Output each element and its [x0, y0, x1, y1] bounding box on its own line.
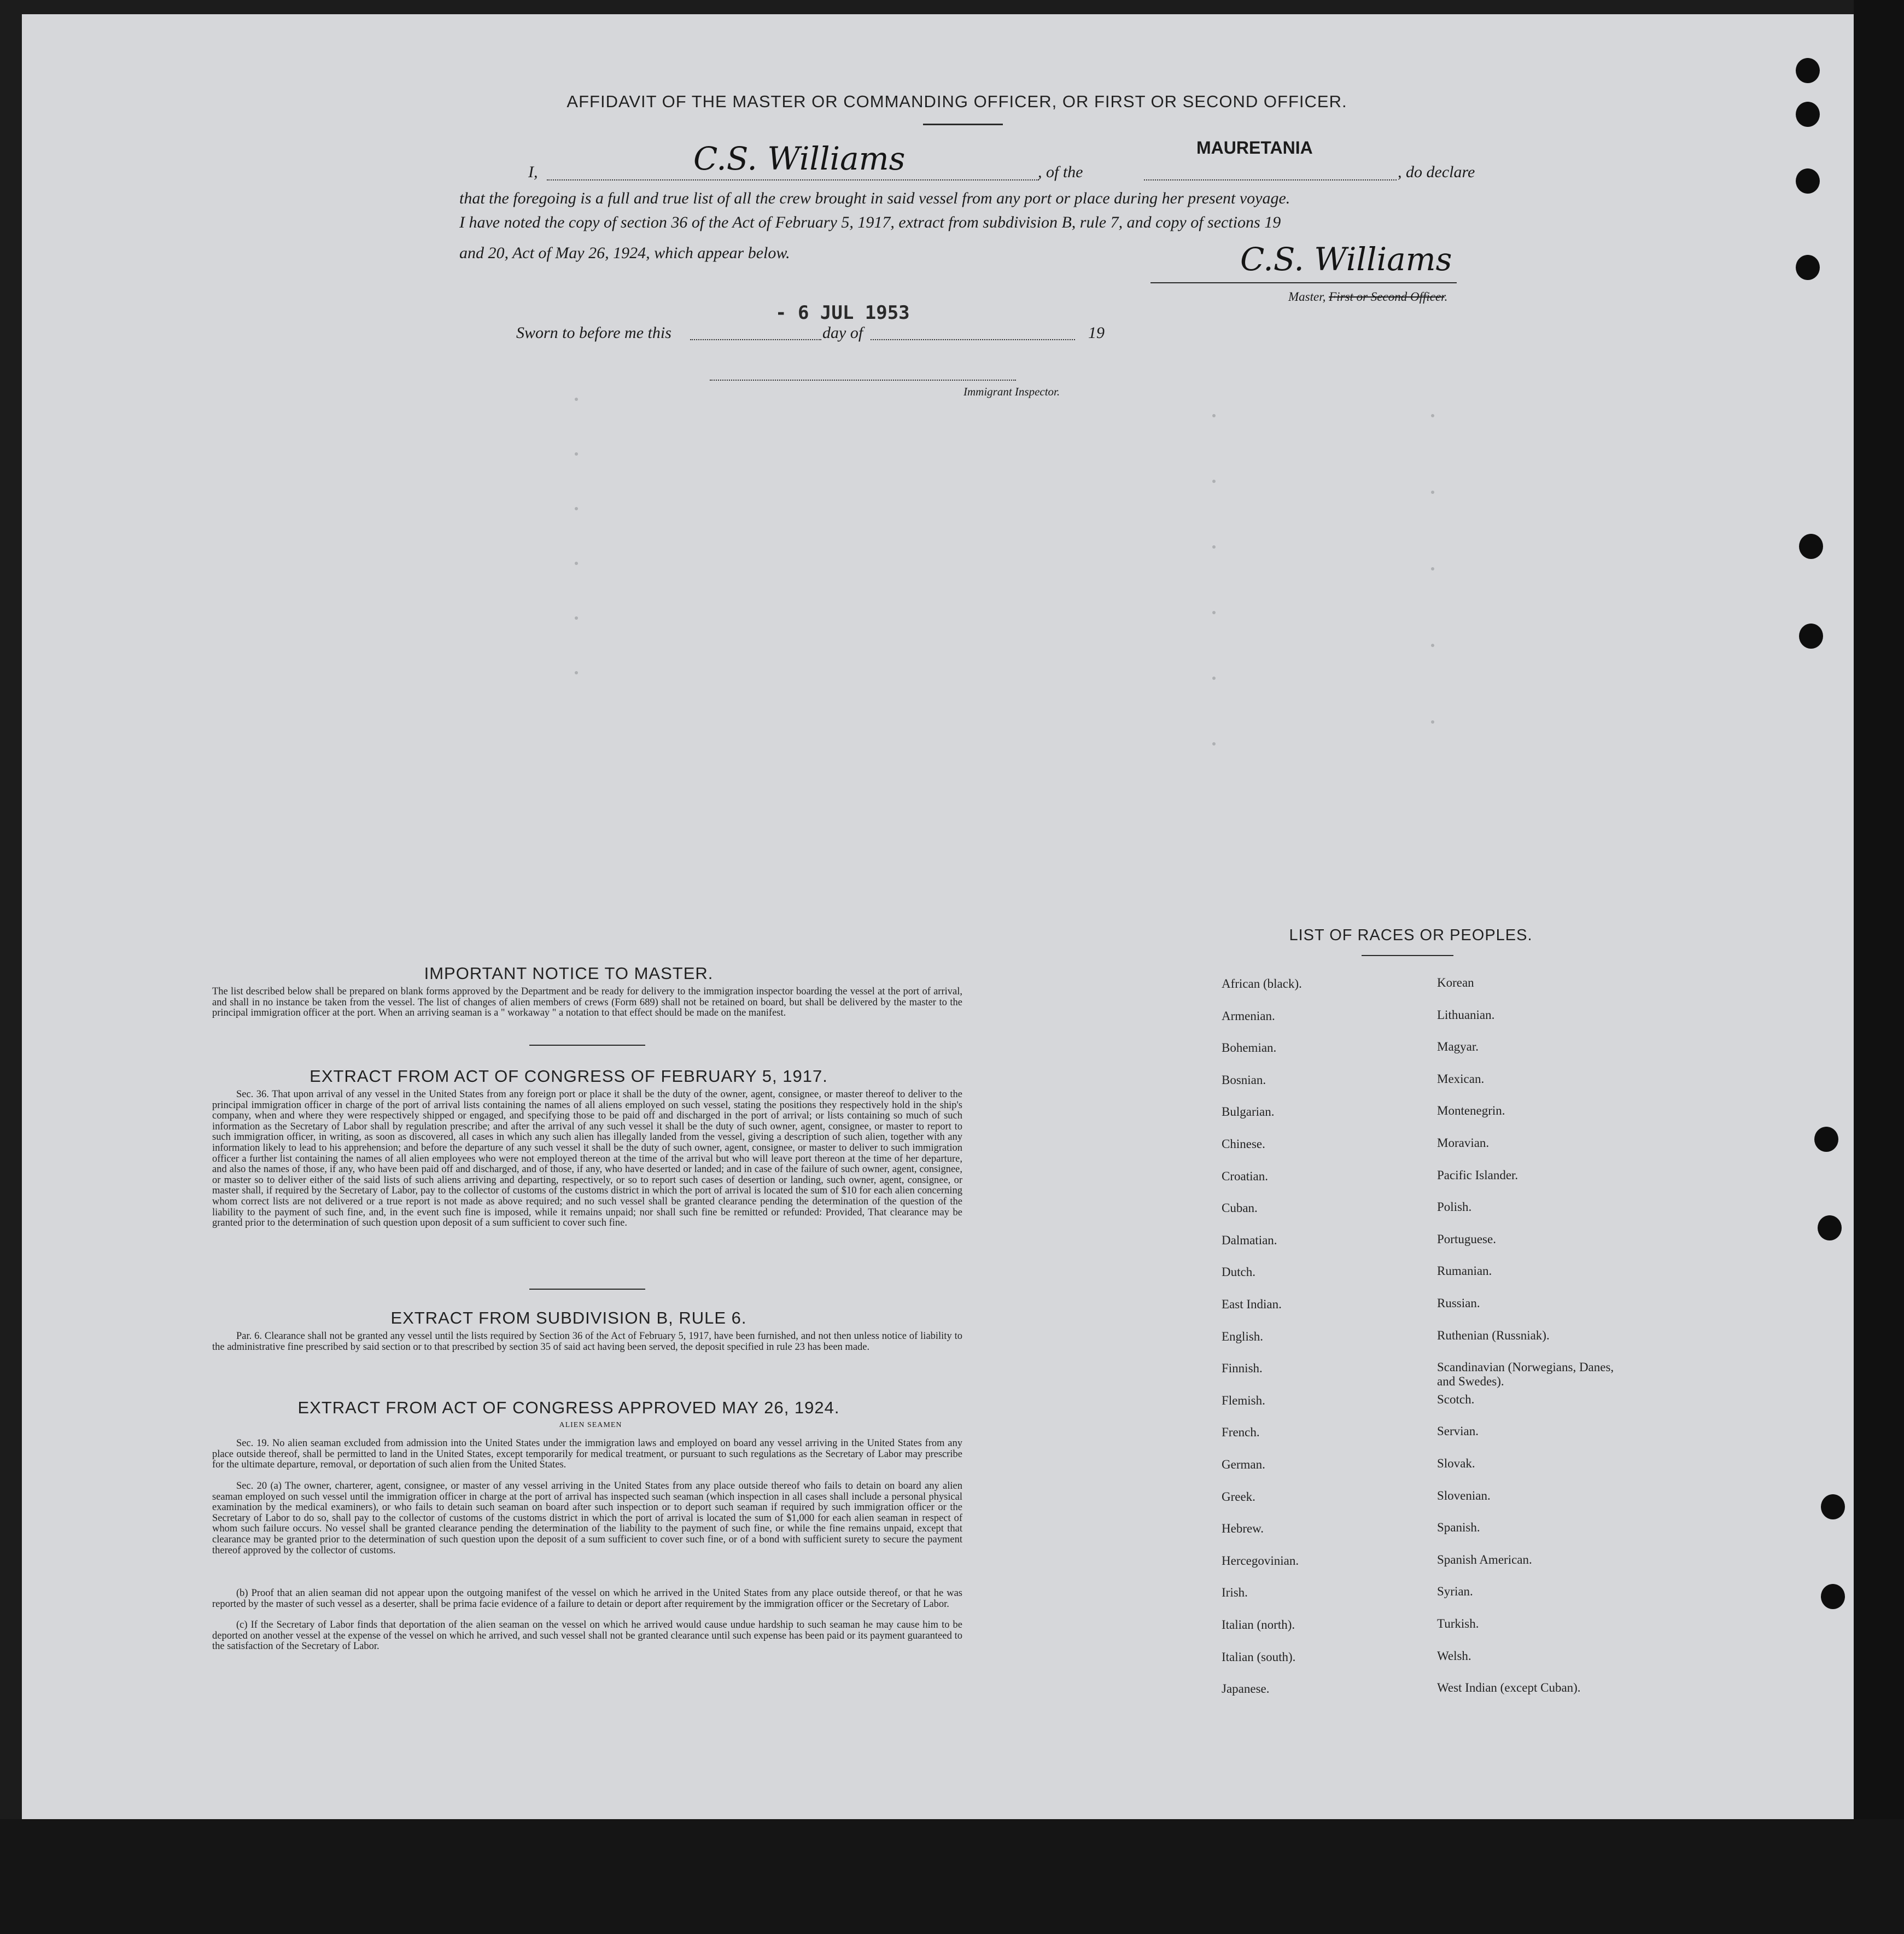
race-item: Slovak.: [1437, 1457, 1475, 1470]
race-item: Spanish.: [1437, 1521, 1480, 1535]
race-item: French.: [1222, 1425, 1260, 1440]
race-item: Slovenian.: [1437, 1488, 1491, 1502]
race-item: English.: [1222, 1329, 1264, 1343]
rule-6-heading: EXTRACT FROM SUBDIVISION B, RULE 6.: [390, 1308, 747, 1327]
race-item: German.: [1222, 1458, 1265, 1471]
race-item: Russian.: [1437, 1296, 1480, 1310]
punch-hole: [1821, 1494, 1845, 1519]
race-item: Spanish American.: [1437, 1552, 1532, 1566]
section-rule: [529, 1045, 645, 1046]
bleed-through-marks: [569, 383, 1498, 930]
race-item: Cuban.: [1222, 1201, 1258, 1215]
race-item: Lithuanian.: [1437, 1007, 1495, 1022]
section-rule: [529, 1289, 645, 1290]
race-item: Bulgarian.: [1222, 1105, 1275, 1119]
race-item: West Indian (except Cuban).: [1437, 1681, 1581, 1695]
sworn-label: Sworn to before me this: [516, 324, 671, 342]
race-item: Rumanian.: [1437, 1264, 1492, 1278]
inspector-line: [710, 380, 1016, 381]
race-item: Armenian.: [1222, 1009, 1275, 1023]
race-item: Croatian.: [1222, 1169, 1268, 1183]
act-1917-body: Sec. 36. That upon arrival of any vessel in the United States from any foreign port or place it shall be the duty of the owner, agent, consignee, or master thereof to deliver to the principal immigration officer in charge of the port of arrival lists containing the names of all aliens employed on such vessel, stating the positions they respectively hold in the ship's company, when and where they were respectively shipped or engaged, and specifying those to be paid off and discharged in the port of arrival; or lists containing so much of such information as the Secretary of Labor shall by regulation prescribe; and after the arrival of any such vessel it shall be the duty of such owner, agent, consignee, or master to report to such immigration officer, in writing, as soon as discovered, all cases in which any such alien has illegally landed from the vessel, giving a description of such alien, together with any information likely to lead to his apprehension; and before the departure of any such vessel it shall be the duty of such owner, agent, consignee, or master to deliver to such immigration officer a further list containing the names of all alien employees who were not employed thereon at the time of the arrival but who will leave port thereon at the time of her departure, and also the names of those, if any, who have been paid off and discharged, and of those, if any, who have deserted or landed; and in case of the failure of such owner, agent, consignee, or master so to deliver either of the said lists of such aliens arriving and departing, respectively, or so to report such cases of desertion or landing, such owner, agent, consignee, or master shall, if required by the Secretary of Labor, pay to the collector of customs of the customs district in which the port of arrival is located the sum of $10 for each alien concerning whom correct lists are not delivered or a true report is not made as above required; and no such vessel shall be granted clearance pending the determination of the question of the liability to the payment of such fine, and, in the event such fine is imposed, while it remains unpaid; nor shall such fine be remitted or refunded: Provided, That clearance may be granted prior to the determination of such question upon deposit of a sum sufficient to cover such fine.: [212, 1089, 962, 1229]
year-prefix: 19: [1088, 324, 1105, 342]
race-item: Dalmatian.: [1222, 1233, 1277, 1247]
role-end: .: [1444, 290, 1448, 304]
scan-border-bottom: [0, 1819, 1904, 1934]
race-item: Scotch.: [1437, 1392, 1475, 1406]
race-item: Finnish.: [1222, 1361, 1263, 1376]
race-item: Turkish.: [1437, 1617, 1479, 1630]
i-label: I,: [528, 163, 538, 181]
race-item: Hercegovinian.: [1222, 1553, 1299, 1568]
signer-name-handwritten: C.S. Williams: [693, 140, 906, 177]
race-item: Portuguese.: [1437, 1232, 1496, 1246]
race-item: Japanese.: [1222, 1682, 1270, 1696]
race-item: Hebrew.: [1222, 1522, 1264, 1536]
punch-hole: [1796, 168, 1820, 194]
affidavit-line-4: and 20, Act of May 26, 1924, which appear below.: [459, 244, 790, 262]
race-item: African (black).: [1222, 977, 1302, 991]
race-item: Bosnian.: [1222, 1073, 1266, 1087]
date-stamp: - 6 JUL 1953: [775, 302, 910, 324]
affidavit-line-3: I have noted the copy of section 36 of the Act of February 5, 1917, extract from subdivision B, rule 7, and copy of sections 19: [459, 213, 1281, 231]
race-item: Bohemian.: [1222, 1041, 1277, 1055]
signature-role: [1288, 290, 1447, 304]
affidavit-line-2: that the foregoing is a full and true list of all the crew brought in said vessel from any port or place during her present voyage.: [459, 189, 1290, 207]
race-item: Montenegrin.: [1437, 1104, 1505, 1118]
inspector-label: Immigrant Inspector.: [963, 385, 1060, 398]
role-master: Master,: [1288, 290, 1326, 304]
act-1917-heading: EXTRACT FROM ACT OF CONGRESS OF FEBRUARY 5, 1917.: [309, 1067, 828, 1086]
punch-hole: [1799, 624, 1823, 649]
act-1924-sec-20b: (b) Proof that an alien seaman did not appear upon the outgoing manifest of the vessel on which he arrived in the United States from any place outside thereof, or that he was reported by the master of such vessel as a deserter, shall be prima facie evidence of a failure to detain or deport after requirement by the immigration officer or the Secretary of Labor.: [212, 1588, 962, 1610]
race-item: Ruthenian (Russniak).: [1437, 1328, 1550, 1342]
scan-border-right: [1854, 0, 1904, 1934]
act-1924-sec-20c: (c) If the Secretary of Labor finds that deportation of the alien seaman on the vessel on which he arrived would cause undue hardship to such seaman he may cause him to be deported on another vessel at the expense of the vessel on which he arrived, and such vessel shall not be granted clearance until such expense has been paid or its payment guaranteed to the satisfaction of the Secretary of Labor.: [212, 1620, 962, 1652]
punch-hole: [1821, 1584, 1845, 1609]
act-1924-sec-19: Sec. 19. No alien seaman excluded from admission into the United States under the immigration laws and employed on board any vessel arriving in the United States from any place outside thereof, shall be permitted to land in the United States, except temporarily for medical treatment, or pursuant to such regulations as the Secretary of Labor may prescribe for the ultimate departure, removal, or deportation of such alien from the United States.: [212, 1438, 962, 1471]
race-item: Moravian.: [1437, 1136, 1490, 1150]
vessel-line: [1144, 179, 1397, 180]
races-rule: [1362, 955, 1453, 956]
race-item: Syrian.: [1437, 1585, 1473, 1599]
race-item: Korean: [1437, 976, 1474, 989]
sworn-line: [690, 339, 821, 340]
of-the-label: , of the: [1038, 163, 1083, 181]
punch-hole: [1814, 1127, 1838, 1152]
vessel-name: MAURETANIA: [1196, 138, 1313, 158]
race-item: Scandinavian (Norwegians, Danes, and Swedes).: [1437, 1360, 1614, 1389]
race-item: Welsh.: [1437, 1648, 1471, 1663]
signature: C.S. Williams: [1240, 241, 1452, 278]
act-1924-sec-20a: Sec. 20 (a) The owner, charterer, agent, consignee, or master of any vessel arriving in the United States from any place outside thereof who fails to detain on board any alien seaman employed on such vessel until the immigration officer in charge at the port of arrival has inspected such seaman (which inspection in all cases shall include a personal physical examination by the medical examiners), or who fails to detain such seaman on board after such inspection or to deport such seaman if required by such immigration officer or the Secretary of Labor to do so, shall pay to the collector of customs of the customs district in which the port of arrival is located the sum of $1,000 for each alien seaman in respect of whom such failure occurs. No vessel shall be granted clearance pending the determination of the liability to the payment of such fine, or while the fine remains unpaid, except that clearance may be granted prior to the determination of such question upon the deposit of a sum sufficient to cover such fine, or of a bond with sufficient surety to secure the payment thereof approved by the collector of customs.: [212, 1481, 962, 1556]
name-line: [547, 179, 1039, 180]
act-1924-heading: EXTRACT FROM ACT OF CONGRESS APPROVED MAY 26, 1924.: [297, 1398, 840, 1417]
race-item: Flemish.: [1222, 1393, 1265, 1407]
signature-line: [1150, 282, 1457, 283]
race-item: Polish.: [1437, 1200, 1472, 1214]
race-item: East Indian.: [1222, 1297, 1282, 1311]
race-item: Magyar.: [1437, 1040, 1479, 1054]
day-of-label: day of: [822, 324, 863, 342]
heading-rule: [923, 124, 1003, 125]
race-item: Irish.: [1222, 1586, 1248, 1600]
role-struck-out: First or Second Officer: [1329, 290, 1445, 304]
punch-hole: [1818, 1215, 1842, 1240]
race-item: Dutch.: [1222, 1265, 1255, 1279]
punch-hole: [1799, 534, 1823, 559]
race-item: Italian (north).: [1222, 1618, 1295, 1632]
race-item: Italian (south).: [1222, 1650, 1296, 1664]
race-item: Chinese.: [1222, 1137, 1265, 1151]
race-item: Pacific Islander.: [1437, 1168, 1518, 1182]
notice-body: The list described below shall be prepared on blank forms approved by the Department and be ready for delivery to the immigration inspector boarding the vessel at the port of arrival, and shall in no instance be taken from the vessel. The list of changes of alien members of crews (Form 689) shall not be retained on board, but shall be delivered by the master to the principal immigration officer at the port. When an arriving seaman is a " workaway " a notation to that effect should be made on the manifest.: [212, 986, 962, 1019]
bleed-through-dots: [569, 383, 1498, 930]
month-line: [871, 339, 1075, 340]
rule-6-body: Par. 6. Clearance shall not be granted any vessel until the lists required by Section 36 of the Act of February 5, 1917, have been furnished, and not then unless notice of liability to the administrative fine prescribed by said section or to that prescribed by section 35 of said act having been served, the deposit specified in rule 23 has been made.: [212, 1331, 962, 1353]
punch-hole: [1796, 58, 1820, 83]
affidavit-heading: AFFIDAVIT OF THE MASTER OR COMMANDING OFFICER, OR FIRST OR SECOND OFFICER.: [566, 92, 1347, 111]
punch-hole: [1796, 102, 1820, 127]
act-1924-subheading: ALIEN SEAMEN: [559, 1421, 622, 1429]
notice-heading: IMPORTANT NOTICE TO MASTER.: [424, 964, 714, 983]
do-declare-label: , do declare: [1398, 163, 1475, 181]
race-item: Servian.: [1437, 1424, 1479, 1438]
races-heading: LIST OF RACES OR PEOPLES.: [1289, 927, 1533, 944]
race-item: Mexican.: [1437, 1071, 1485, 1086]
race-item: Greek.: [1222, 1489, 1255, 1504]
punch-hole: [1796, 255, 1820, 280]
